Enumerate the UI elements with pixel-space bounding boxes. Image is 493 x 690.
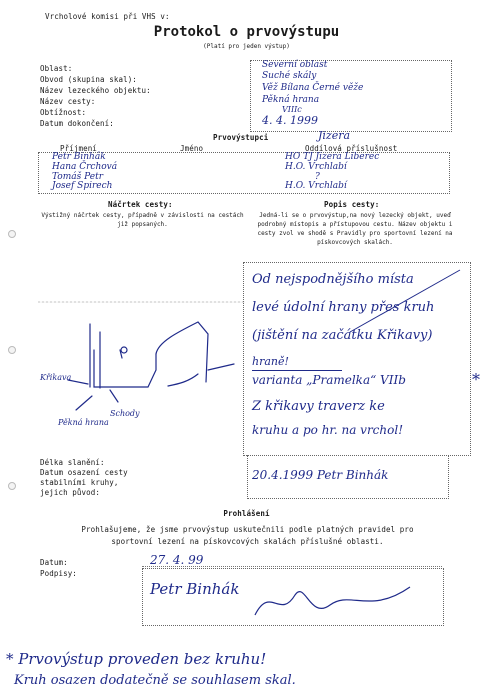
footer-note-line2: Kruh osazen dodatečně se souhlasem skal. — [14, 673, 296, 688]
label-puvod: jejich původ: — [40, 488, 100, 497]
description-line: (jištění na začátku Křikavy) — [252, 328, 433, 343]
punch-hole — [8, 230, 16, 238]
datum-value: 27. 4. 99 — [150, 553, 204, 567]
sketch-label-krikava: Křikava — [40, 373, 72, 382]
climber-org: ? — [315, 172, 320, 182]
declaration-heading: Prohlášení — [223, 509, 270, 518]
climber-name: Tomáš Petr — [52, 172, 103, 182]
description-line: Z křikavy traverz ke — [252, 399, 385, 414]
footer-note-line1: * Prvovýstup proveden bez kruhu! — [6, 650, 267, 668]
value-nazev-objektu: Věž Bílana Černé věže — [262, 83, 364, 93]
strike-line — [345, 262, 465, 342]
sketch-label-pekna-hrana: Pěkná hrana — [58, 418, 109, 427]
description-line: varianta „Pramelka“ VIIb — [252, 373, 406, 387]
page-title: Protokol o prvovýstupu — [153, 24, 340, 40]
value-obtiznost: VIIIc — [282, 105, 302, 114]
value-oblast: Severní oblast — [262, 60, 328, 70]
value-nazev-cesty: Pěkná hrana — [262, 95, 320, 105]
sketch-label-schody: Schody — [110, 409, 140, 418]
col-org: Oddílová příslušnost — [305, 144, 398, 153]
col-surname: Příjmení — [60, 144, 97, 153]
climbers-heading: Prvovýstupci — [213, 133, 269, 142]
label-obtiznost: Obtížnost: — [40, 108, 87, 117]
org-note: Jizera — [318, 129, 351, 142]
sketch-heading: Náčrtek cesty: — [108, 200, 173, 209]
label-datum-dokonceni: Datum dokončení: — [40, 119, 114, 128]
label-stabilni-kruhy: stabilními kruhy, — [40, 478, 119, 487]
side-asterisk: * — [472, 370, 480, 389]
climber-org: H.O. Vrchlabí — [285, 162, 347, 172]
sketch-rock-outline — [94, 350, 156, 387]
details-value: 20.4.1999 Petr Binhák — [252, 468, 389, 482]
climber-name: Hana Črchová — [52, 162, 118, 172]
description-line: levé údolní hrany přes kruh — [252, 300, 435, 315]
label-podpisy: Podpisy: — [40, 569, 77, 578]
label-obvod: Obvod (skupina skal): — [40, 75, 137, 84]
climber-name: Petr Binhák — [52, 152, 106, 162]
description-line: hraně! — [252, 355, 289, 368]
sketch-instruction: Výstižný náčrtek cesty, případně v závislosti na cestách již popsaných. — [41, 212, 244, 228]
description-line: kruhu a po hr. na vrchol! — [252, 423, 404, 437]
label-nazev-objektu: Název lezeckého objektu: — [40, 86, 151, 95]
description-instruction: Jedná-li se o prvovýstup,na nový lezecký objekt, uveď podrobný místopis a přístupovou cestu. Název objektu i cesty zvol ve shodě s Pravidly pro sportovní lezení na pískovcových skalách. — [257, 212, 453, 246]
label-datum: Datum: — [40, 558, 68, 567]
climber-name: Josef Spirech — [52, 181, 113, 191]
climber-org: H.O. Vrchlabí — [285, 181, 347, 191]
col-name: Jméno — [180, 144, 204, 153]
label-nazev-cesty: Název cesty: — [40, 97, 96, 106]
punch-hole — [8, 346, 16, 354]
signature: Petr Binhák — [150, 580, 240, 598]
page-subtitle: (Platí pro jeden výstup) — [203, 43, 290, 50]
value-obvod: Suché skály — [262, 71, 317, 81]
underline — [252, 370, 342, 371]
description-heading: Popis cesty: — [324, 200, 380, 209]
label-oblast: Oblast: — [40, 64, 73, 73]
signature-scribble — [250, 575, 420, 625]
declaration-text: Prohlašujeme, že jsme prvovýstup uskutečnili podle platných pravidel pro sportovní lezení na pískovcových skalách příslušné oblasti. — [81, 525, 414, 546]
org-line: Vrcholové komisi při VHS v: — [45, 12, 170, 21]
value-datum-dokonceni: 4. 4. 1999 — [262, 114, 318, 127]
description-line: Od nejspodnějšího místa — [252, 272, 414, 287]
label-delka-slaneni: Délka slanění: — [40, 458, 105, 467]
climber-org: HO TJ Jizera Liberec — [285, 152, 380, 162]
label-datum-osazeni: Datum osazení cesty — [40, 468, 128, 477]
punch-hole — [8, 482, 16, 490]
